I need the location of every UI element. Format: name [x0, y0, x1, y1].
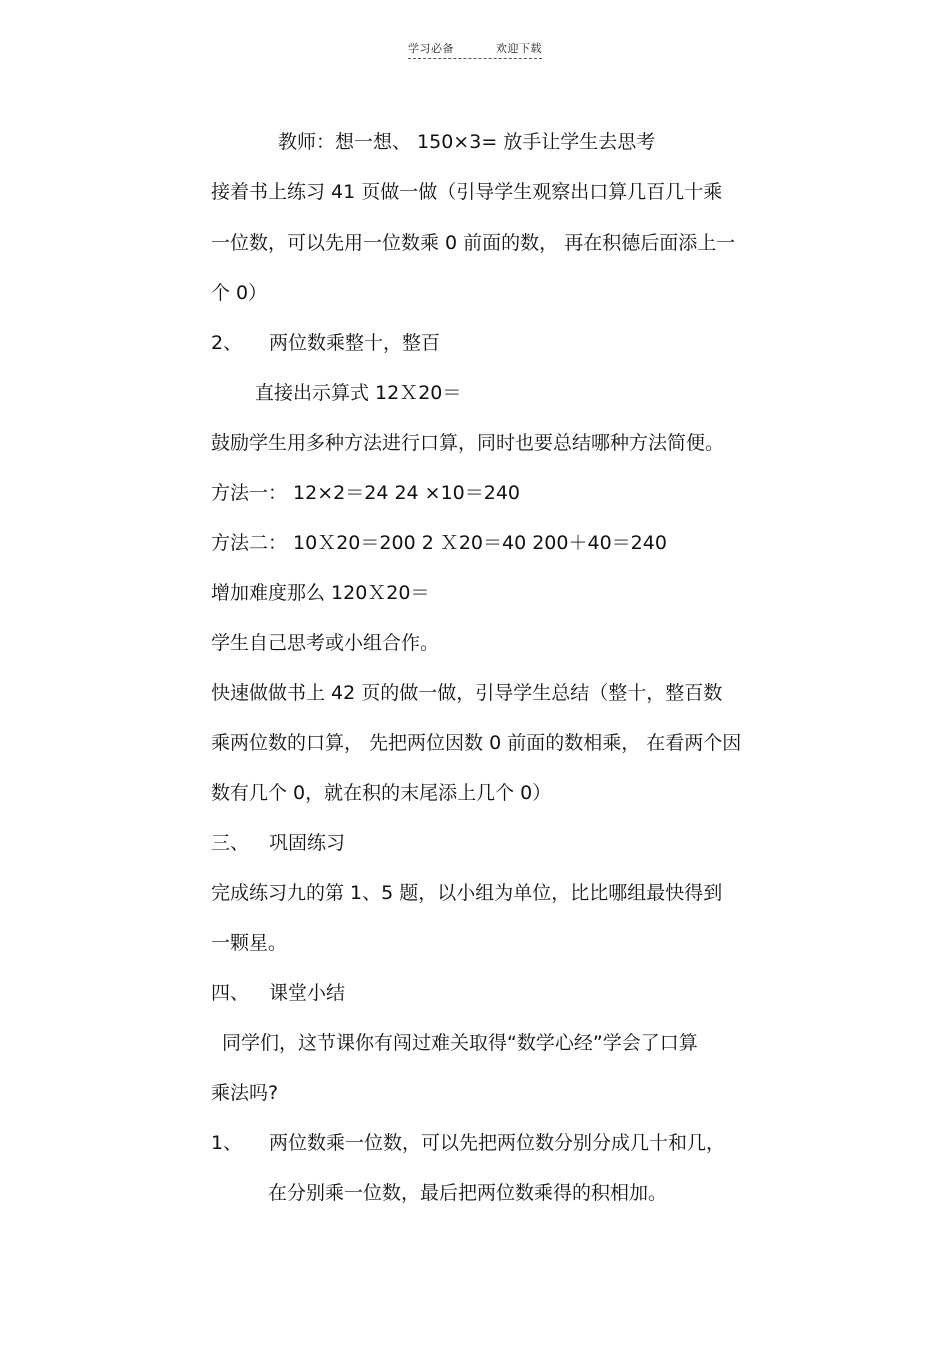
item-text: 两位数乘一位数，可以先把两位数分别分成几十和几， — [269, 1132, 726, 1154]
paragraph-line: 一颗星。 — [211, 932, 288, 954]
item-number: 1、 — [211, 1132, 243, 1154]
section-number: 四、 — [211, 982, 250, 1004]
paragraph-line: 增加难度那么 120Ｘ20＝ — [211, 582, 430, 604]
paragraph-line: 乘两位数的口算， 先把两位因数 0 前面的数相乘， 在看两个因 — [211, 732, 742, 754]
numbered-item — [211, 1131, 725, 1155]
paragraph-line: 个 0） — [211, 282, 268, 304]
section-heading — [211, 981, 345, 1005]
paragraph-line: 数有几个 0，就在积的末尾添上几个 0） — [211, 782, 552, 804]
paragraph-line: 方法二： 10Ｘ20＝200 2 Ｘ20＝40 200＋40＝240 — [211, 532, 667, 554]
paragraph-line: 鼓励学生用多种方法进行口算，同时也要总结哪种方法简便。 — [211, 432, 725, 454]
heading-text: 巩固练习 — [269, 832, 346, 854]
header-left: 学习必备 — [408, 42, 454, 55]
header-right: 欢迎下载 — [496, 42, 542, 55]
heading-text: 两位数乘整十，整百 — [269, 332, 441, 354]
paragraph-line: 教师：想一想、 150×3= 放手让学生去思考 — [278, 131, 656, 153]
item-number: 2、 — [211, 332, 243, 354]
paragraph-line: 同学们，这节课你有闯过难关取得“数学心经”学会了口算 — [222, 1032, 698, 1054]
paragraph-line: 一位数，可以先用一位数乘 0 前面的数， 再在积德后面添上一 — [211, 232, 736, 254]
section-number: 三、 — [211, 832, 250, 854]
paragraph-line: 在分别乘一位数，最后把两位数乘得的积相加。 — [268, 1182, 668, 1204]
heading-text: 课堂小结 — [269, 982, 346, 1004]
paragraph-line: 接着书上练习 41 页做一做（引导学生观察出口算几百几十乘 — [211, 181, 723, 203]
paragraph-line: 完成练习九的第 1、5 题，以小组为单位，比比哪组最快得到 — [211, 882, 723, 904]
numbered-heading — [211, 331, 440, 355]
paragraph-line: 方法一： 12×2＝24 24 ×10＝240 — [211, 482, 521, 504]
paragraph-line: 乘法吗? — [211, 1082, 279, 1104]
paragraph-line: 学生自己思考或小组合作。 — [211, 632, 440, 654]
section-heading — [211, 831, 345, 855]
paragraph-line: 直接出示算式 12Ｘ20＝ — [255, 382, 462, 404]
paragraph-line: 快速做做书上 42 页的做一做，引导学生总结（整十，整百数 — [211, 682, 723, 704]
